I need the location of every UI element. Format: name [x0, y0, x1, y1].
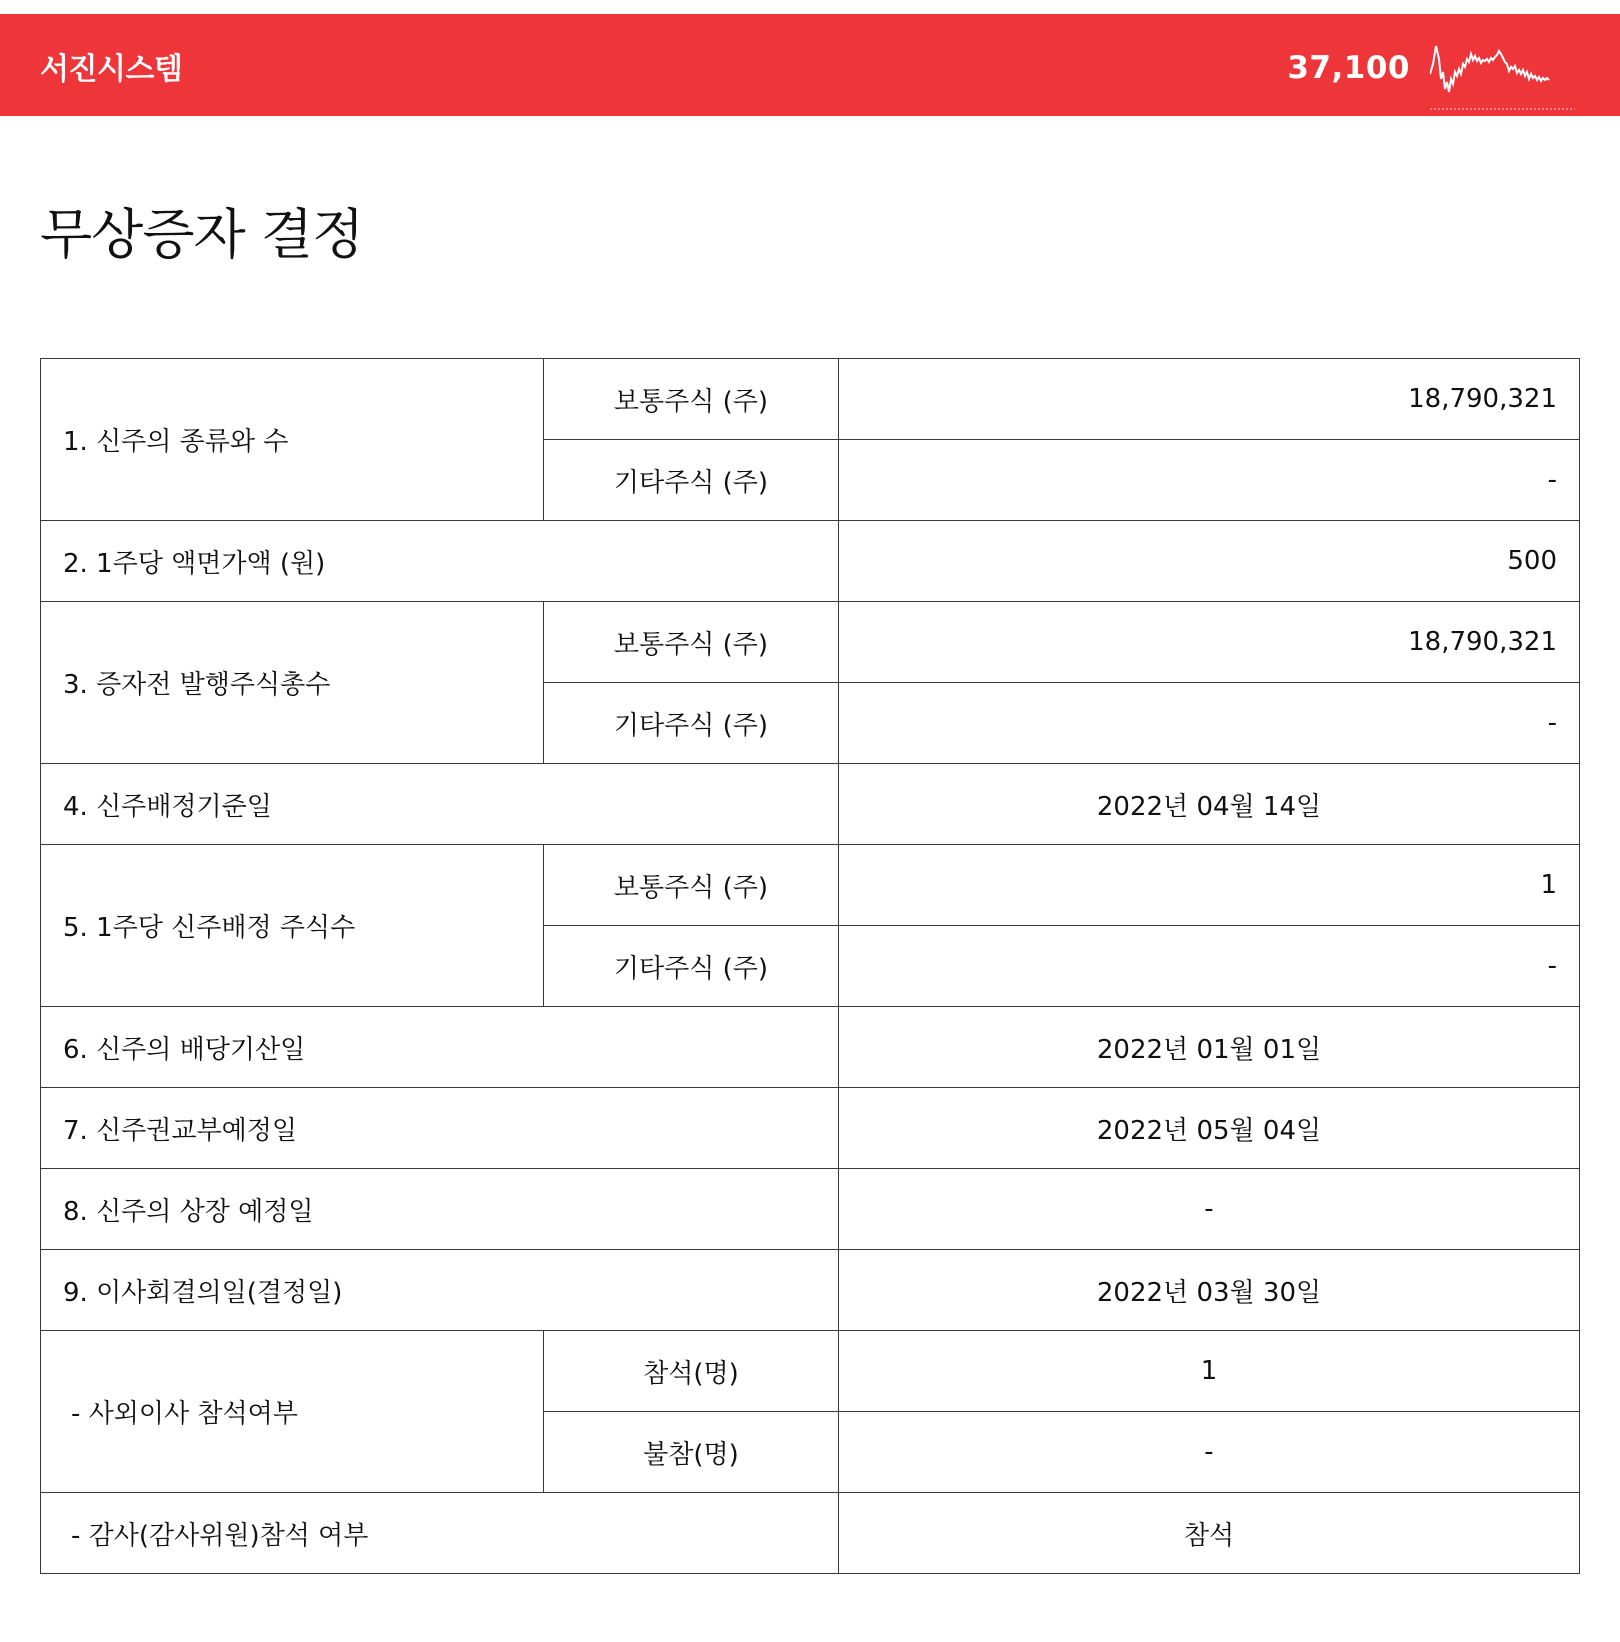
row-value: - — [839, 440, 1580, 521]
row-value: - — [839, 926, 1580, 1007]
table-row — [41, 1007, 1580, 1088]
row-value: 500 — [839, 521, 1580, 602]
row-value: 2022년 03월 30일 — [839, 1250, 1580, 1331]
row-value: 1 — [839, 1331, 1580, 1412]
sub-label: 보통주식 (주) — [544, 845, 839, 926]
row-label: 2. 1주당 액면가액 (원) — [41, 521, 839, 602]
row-value: - — [839, 1169, 1580, 1250]
table-row — [41, 845, 1580, 926]
row-value: 2022년 01월 01일 — [839, 1007, 1580, 1088]
disclosure-table — [40, 358, 1580, 1574]
table-row — [41, 1169, 1580, 1250]
table-row — [41, 1493, 1580, 1574]
row-label: - 사외이사 참석여부 — [41, 1331, 544, 1493]
stock-header — [0, 14, 1620, 116]
sub-label: 기타주식 (주) — [544, 926, 839, 1007]
sub-label: 기타주식 (주) — [544, 440, 839, 521]
sub-label: 보통주식 (주) — [544, 602, 839, 683]
row-label: - 감사(감사위원)참석 여부 — [41, 1493, 839, 1574]
row-label: 9. 이사회결의일(결정일) — [41, 1250, 839, 1331]
row-value: 2022년 04월 14일 — [839, 764, 1580, 845]
row-value: 18,790,321 — [839, 359, 1580, 440]
row-label: 5. 1주당 신주배정 주식수 — [41, 845, 544, 1007]
table-row — [41, 359, 1580, 440]
price-sparkline — [1430, 34, 1582, 114]
row-label: 1. 신주의 종류와 수 — [41, 359, 544, 521]
table-row — [41, 1250, 1580, 1331]
table-row — [41, 602, 1580, 683]
row-value: 2022년 05월 04일 — [839, 1088, 1580, 1169]
sub-label: 보통주식 (주) — [544, 359, 839, 440]
row-value: 참석 — [839, 1493, 1580, 1574]
row-value: 1 — [839, 845, 1580, 926]
row-label: 4. 신주배정기준일 — [41, 764, 839, 845]
company-name[interactable]: 서진시스템 — [40, 52, 183, 87]
row-value: - — [839, 683, 1580, 764]
sub-label: 불참(명) — [544, 1412, 839, 1493]
sub-label: 참석(명) — [544, 1331, 839, 1412]
stock-price: 37,100 — [1287, 50, 1410, 86]
row-label: 6. 신주의 배당기산일 — [41, 1007, 839, 1088]
row-label: 7. 신주권교부예정일 — [41, 1088, 839, 1169]
table-row — [41, 1088, 1580, 1169]
page-title: 무상증자 결정 — [40, 203, 364, 266]
sub-label: 기타주식 (주) — [544, 683, 839, 764]
row-label: 3. 증자전 발행주식총수 — [41, 602, 544, 764]
table-row — [41, 521, 1580, 602]
row-label: 8. 신주의 상장 예정일 — [41, 1169, 839, 1250]
row-value: - — [839, 1412, 1580, 1493]
row-value: 18,790,321 — [839, 602, 1580, 683]
table-row — [41, 1331, 1580, 1412]
table-row — [41, 764, 1580, 845]
